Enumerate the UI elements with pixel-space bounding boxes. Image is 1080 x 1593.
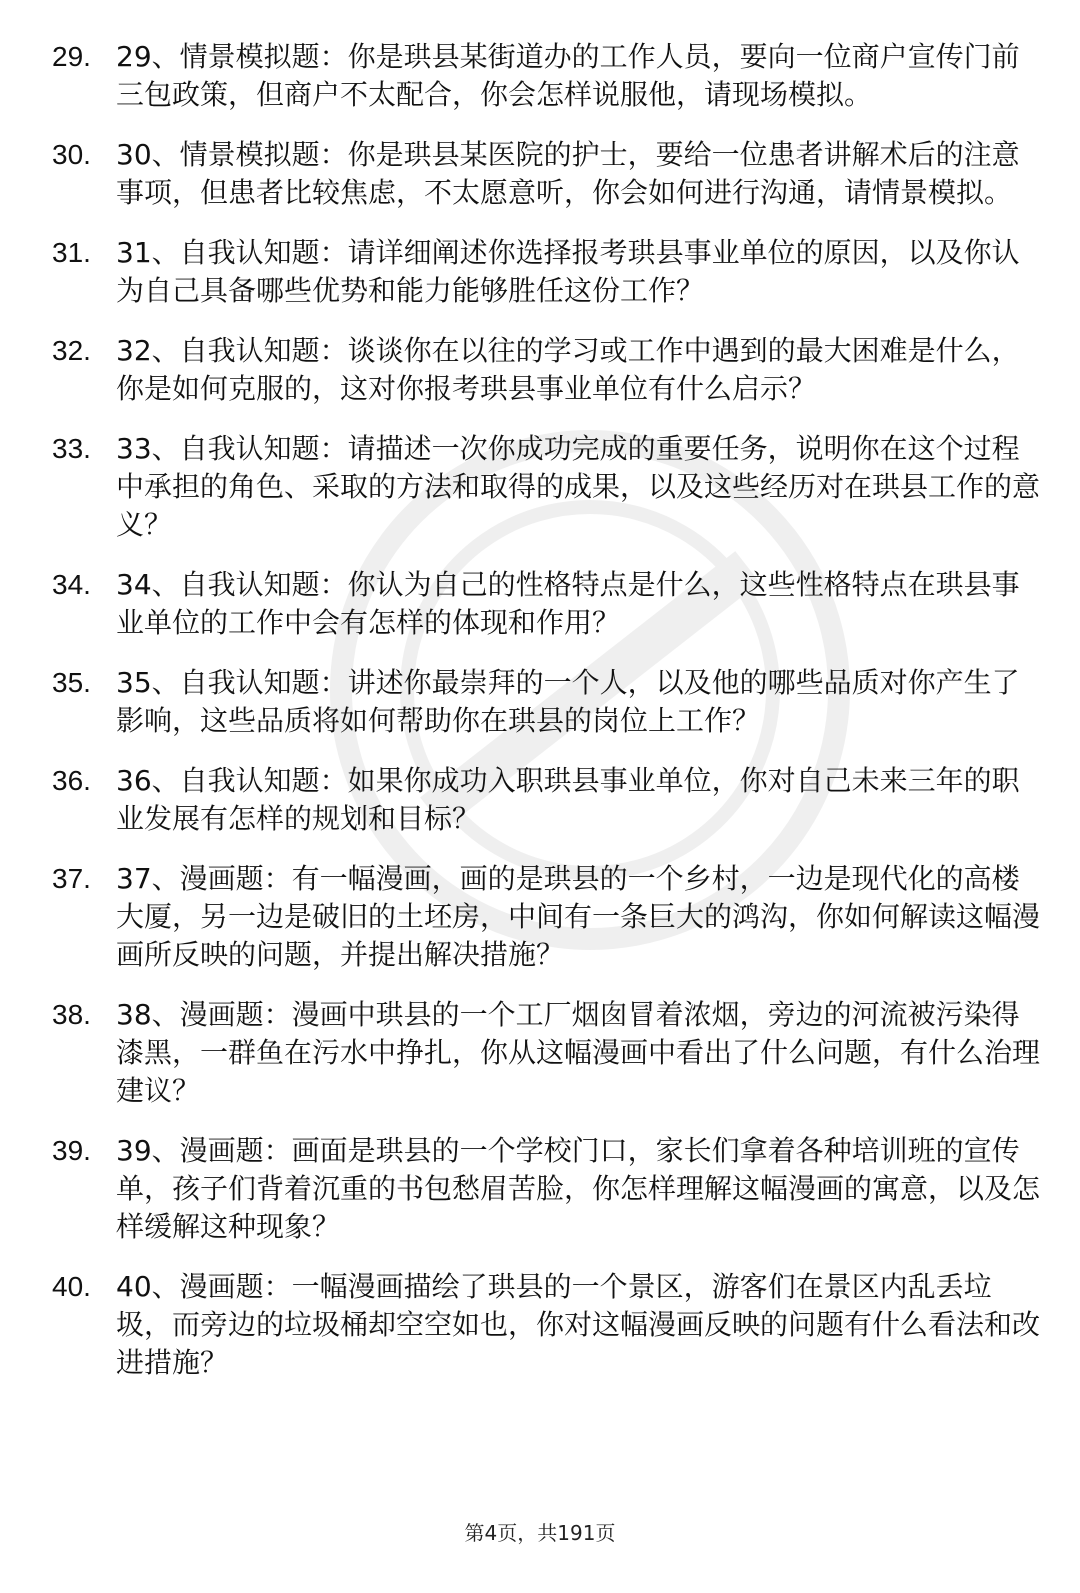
- question-text: 40、漫画题：一幅漫画描绘了珙县的一个景区，游客们在景区内乱丢垃圾，而旁边的垃圾桶却空空如也，你对这幅漫画反映的问题有什么看法和改进措施？: [116, 1270, 1041, 1379]
- question-text: 35、自我认知题：讲述你最崇拜的一个人，以及他的哪些品质对你产生了影响，这些品质将如何帮助你在珙县的岗位上工作？: [116, 666, 1020, 737]
- question-item: [0, 762, 1080, 838]
- question-item: [0, 332, 1080, 408]
- question-text: 36、自我认知题：如果你成功入职珙县事业单位，你对自己未来三年的职业发展有怎样的规划和目标？: [116, 764, 1020, 835]
- question-list: [0, 38, 1080, 1404]
- question-item: [0, 664, 1080, 740]
- question-number: 32.: [52, 335, 91, 366]
- question-number: 37.: [52, 863, 91, 894]
- question-text: 32、自我认知题：谈谈你在以往的学习或工作中遇到的最大困难是什么，你是如何克服的，这对你报考珙县事业单位有什么启示？: [116, 334, 1020, 405]
- question-number: 39.: [52, 1135, 91, 1166]
- question-number: 40.: [52, 1271, 91, 1302]
- question-number: 36.: [52, 765, 91, 796]
- question-number: 38.: [52, 999, 91, 1030]
- question-number: 30.: [52, 139, 91, 170]
- question-item: [0, 566, 1080, 642]
- question-number: 35.: [52, 667, 91, 698]
- question-text: 39、漫画题：画面是珙县的一个学校门口，家长们拿着各种培训班的宣传单，孩子们背着沉重的书包愁眉苦脸，你怎样理解这幅漫画的寓意，以及怎样缓解这种现象？: [116, 1134, 1041, 1243]
- question-number: 33.: [52, 433, 91, 464]
- question-item: [0, 860, 1080, 974]
- question-item: [0, 1132, 1080, 1246]
- question-text: 38、漫画题：漫画中珙县的一个工厂烟囱冒着浓烟，旁边的河流被污染得漆黑，一群鱼在污水中挣扎，你从这幅漫画中看出了什么问题，有什么治理建议？: [116, 998, 1041, 1107]
- question-item: [0, 38, 1080, 114]
- question-number: 29.: [52, 41, 91, 72]
- question-text: 30、情景模拟题：你是珙县某医院的护士，要给一位患者讲解术后的注意事项，但患者比较焦虑，不太愿意听，你会如何进行沟通，请情景模拟。: [116, 138, 1020, 209]
- question-number: 31.: [52, 237, 91, 268]
- question-number: 34.: [52, 569, 91, 600]
- question-item: [0, 430, 1080, 544]
- question-text: 31、自我认知题：请详细阐述你选择报考珙县事业单位的原因，以及你认为自己具备哪些优势和能力能够胜任这份工作？: [116, 236, 1020, 307]
- question-item: [0, 996, 1080, 1110]
- question-text: 33、自我认知题：请描述一次你成功完成的重要任务，说明你在这个过程中承担的角色、采取的方法和取得的成果，以及这些经历对在珙县工作的意义？: [116, 432, 1041, 541]
- question-item: [0, 136, 1080, 212]
- question-item: [0, 1268, 1080, 1382]
- question-item: [0, 234, 1080, 310]
- question-text: 29、情景模拟题：你是珙县某街道办的工作人员，要向一位商户宣传门前三包政策，但商户不太配合，你会怎样说服他，请现场模拟。: [116, 40, 1020, 111]
- page-footer: 第4页，共191页: [464, 1521, 616, 1545]
- question-text: 34、自我认知题：你认为自己的性格特点是什么，这些性格特点在珙县事业单位的工作中会有怎样的体现和作用？: [116, 568, 1020, 639]
- question-text: 37、漫画题：有一幅漫画，画的是珙县的一个乡村，一边是现代化的高楼大厦，另一边是破旧的土坯房，中间有一条巨大的鸿沟，你如何解读这幅漫画所反映的问题，并提出解决措施？: [116, 862, 1041, 971]
